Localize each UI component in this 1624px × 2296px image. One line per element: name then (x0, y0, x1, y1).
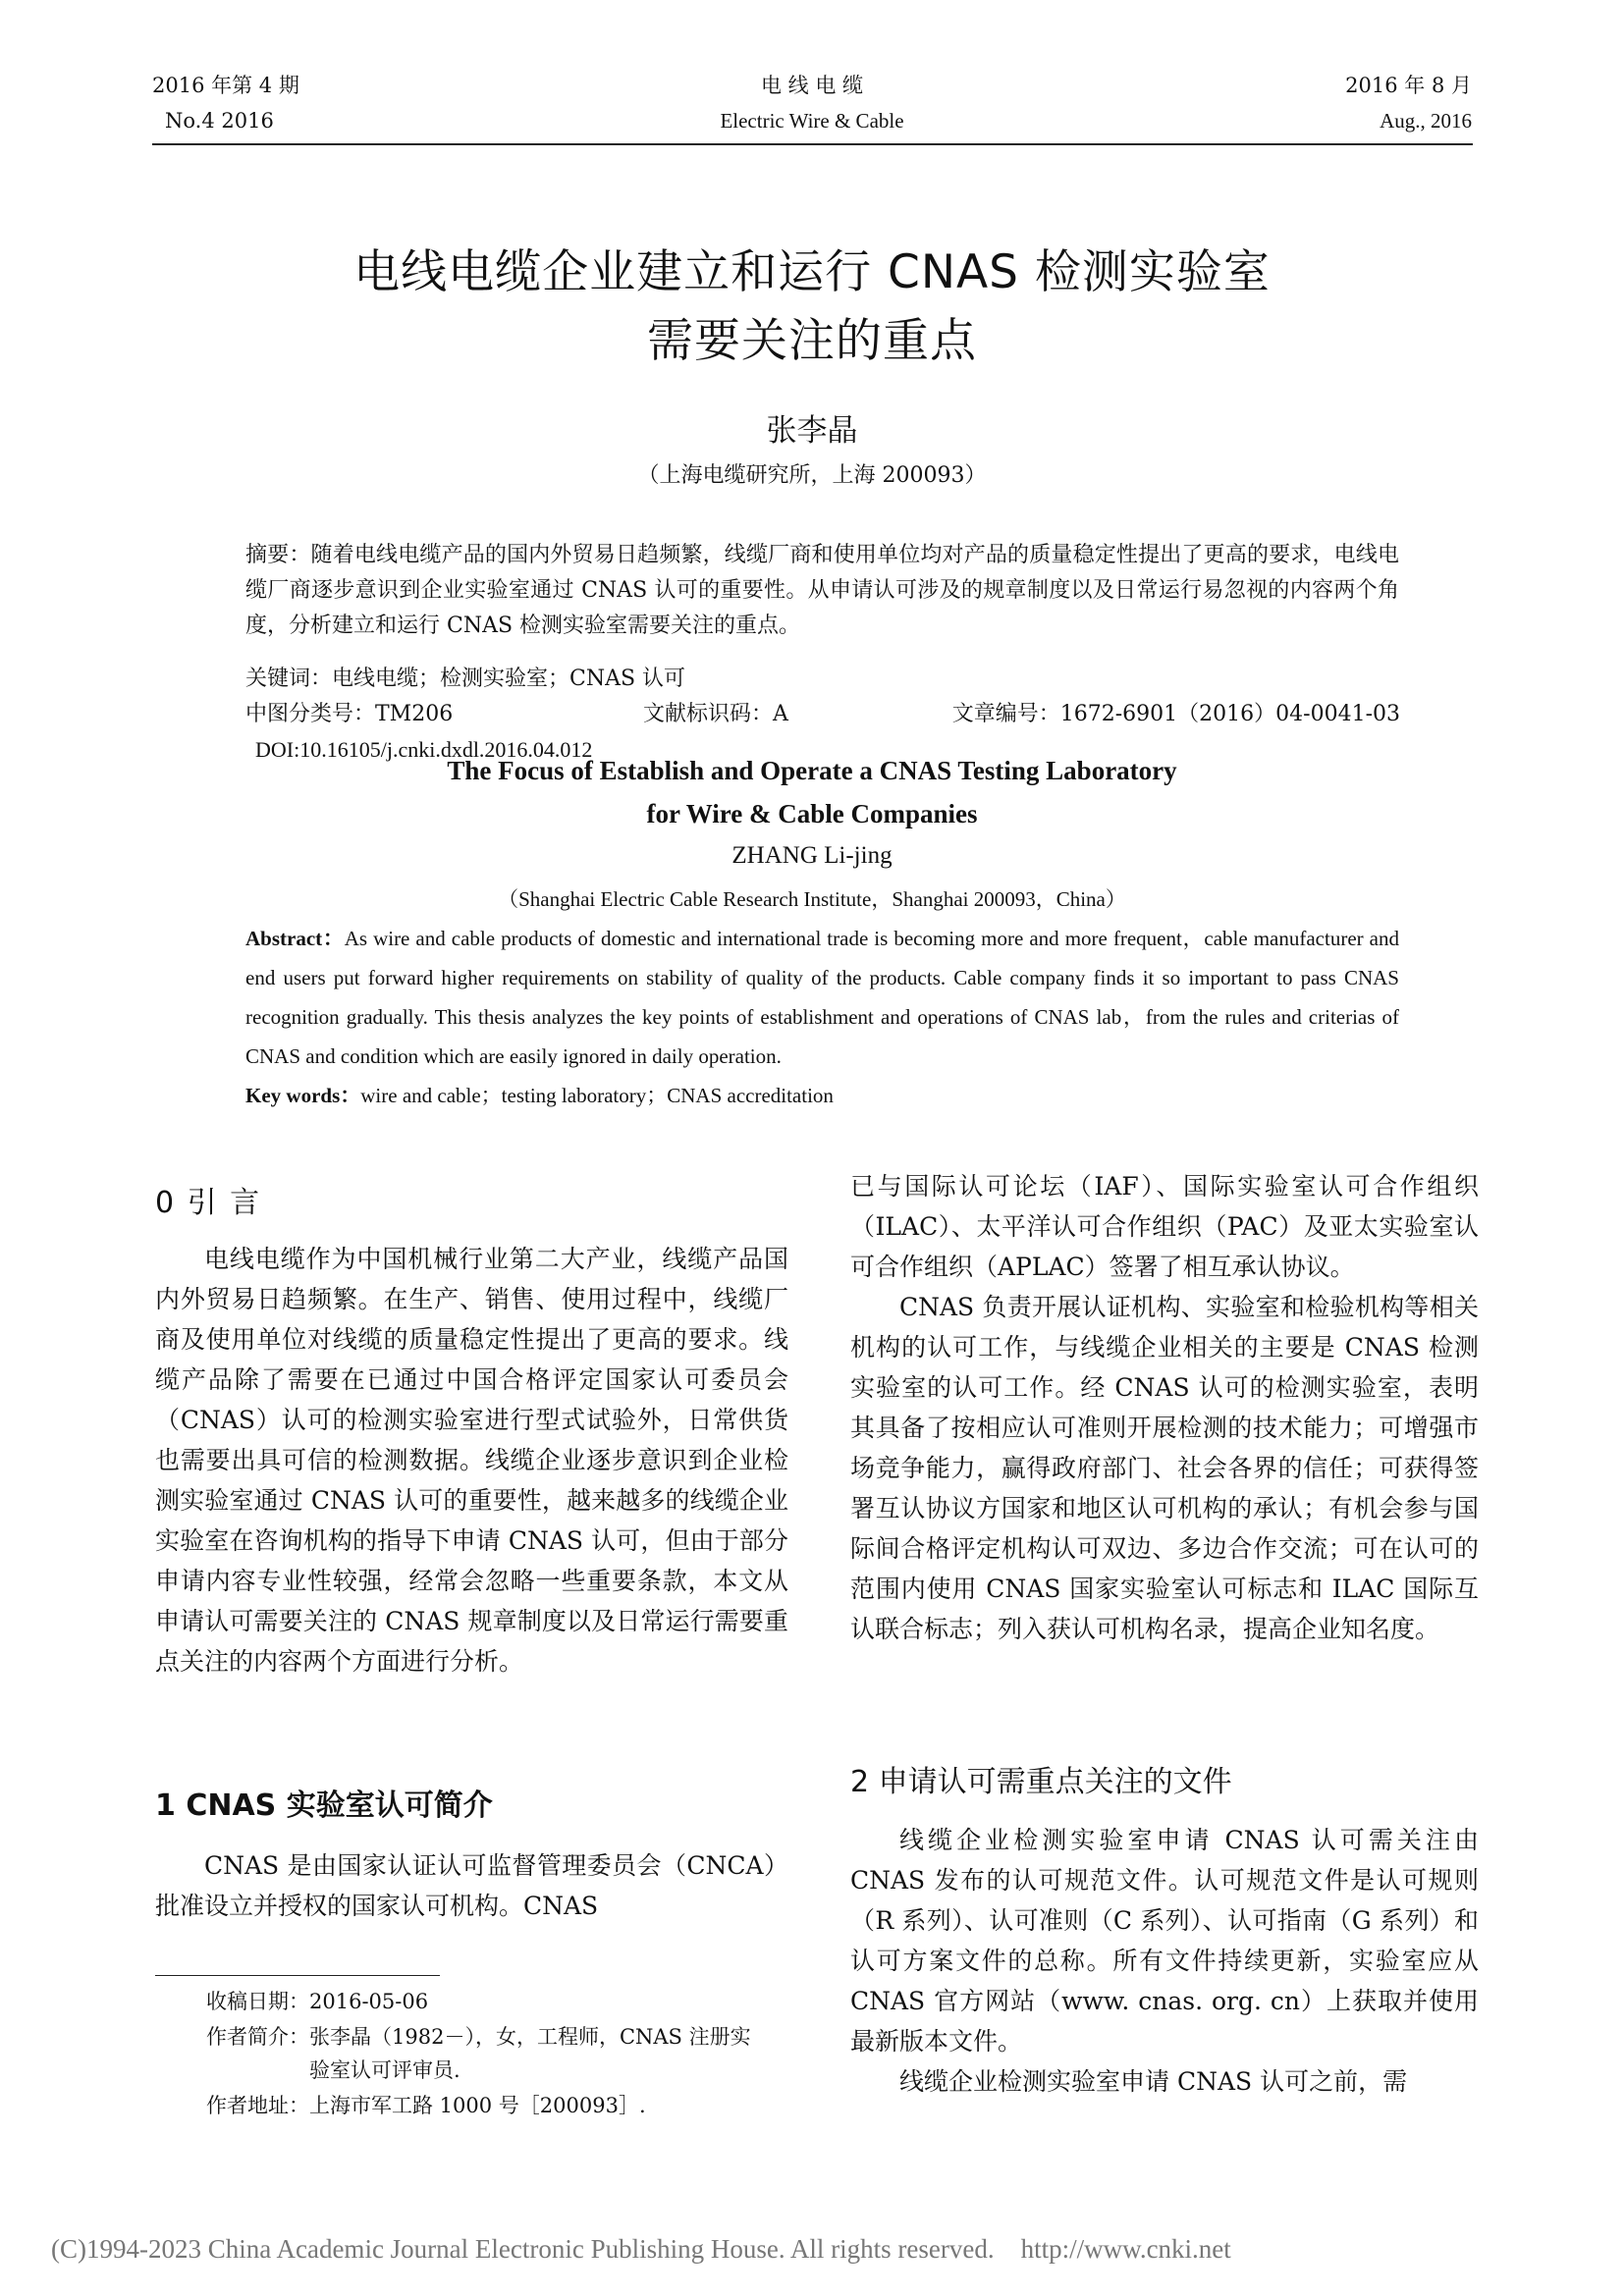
abstract-cn (245, 538, 1399, 644)
clc-number: 中图分类号：TM206 (245, 702, 454, 726)
section-2-heading: 2 申请认可需重点关注的文件 (850, 1765, 1232, 1799)
section-1-heading: 1 CNAS 实验室认可简介 (155, 1789, 493, 1823)
header-issue-en: No.4 2016 (165, 109, 274, 133)
doi: DOI:10.16105/j.cnki.dxdl.2016.04.012 (255, 737, 593, 762)
section-1-paragraph-cont: 已与国际认可论坛（IAF）、国际实验室认可合作组织（ILAC）、太平洋认可合作组织（PAC）及亚太实验室认可合作组织（APLAC）签署了相互承认协议。 (850, 1172, 1479, 1281)
section-2-paragraph-2: 线缆企业检测实验室申请 CNAS 认可之前，需 (899, 2067, 1408, 2096)
section-1-body-start (155, 1845, 788, 1926)
footnote-rule (155, 1975, 440, 1976)
section-0-paragraph: 电线电缆作为中国机械行业第二大产业，线缆产品国内外贸易日趋频繁。在生产、销售、使用过程中，线缆厂商及使用单位对线缆的质量稳定性提出了更高的要求。线缆产品除了需要在已通过中国合格评定国家认可委员会（CNAS）认可的检测实验室进行型式试验外，日常供货也需要出具可信的检测数据。线缆企业逐步意识到企业检测实验室通过 CNAS 认可的重要性，越来越多的线缆企业实验室在咨询机构的指导下申请 CNAS 认可，但由于部分申请内容专业性较强，经常会忽略一些重要条款，本文从申请认可需要关注的 CNAS 规章制度以及日常运行需要重点关注的内容两个方面进行分析。 (155, 1245, 788, 1676)
title-en-line2: for Wire & Cable Companies (646, 799, 978, 828)
title-en-line1: The Focus of Establish and Operate a CNAS Testing Laboratory (447, 756, 1177, 785)
footnote-bio-line2: 验室认可评审员. (309, 2058, 460, 2082)
doc-code: 文献标识码：A (643, 702, 788, 726)
author-cn: 张李晶 (766, 413, 858, 449)
header-rule (152, 143, 1473, 145)
affiliation-en: （Shanghai Electric Cable Research Institute，Shanghai 200093，China） (498, 887, 1126, 911)
abstract-en-label: Abstract： (245, 927, 345, 950)
header-date-cn: 2016 年 8 月 (1345, 74, 1472, 97)
section-1-paragraph-start: CNAS 是由国家认证认可监督管理委员会（CNCA）批准设立并授权的国家认可机构。CNAS (155, 1851, 788, 1920)
section-2-paragraph-1: 线缆企业检测实验室申请 CNAS 认可需关注由 CNAS 发布的认可规范文件。认可规范文件是认可规则（R 系列）、认可准则（C 系列）、认可指南（G 系列）和认可方案文件的总称。所有文件持续更新，实验室应从 CNAS 官方网站（www. cnas. org. cn）上获取并使用最新版本文件。 (850, 1826, 1479, 2056)
title-cn-line1: 电线电缆企业建立和运行 CNAS 检测实验室 (353, 245, 1271, 299)
author-en: ZHANG Li-jing (731, 842, 893, 869)
header-issue-cn: 2016 年第 4 期 (152, 74, 299, 97)
header-date-en: Aug., 2016 (1380, 109, 1472, 133)
title-cn-line2: 需要关注的重点 (647, 314, 977, 368)
footnote-received: 收稿日期：2016-05-06 (206, 1990, 429, 2013)
footnote-bio-label: 作者简介： (206, 2025, 309, 2049)
affiliation-cn: （上海电缆研究所，上海 200093） (637, 463, 987, 488)
header-journal-cn: 电 线 电 缆 (760, 74, 864, 97)
header-journal-en: Electric Wire & Cable (720, 109, 904, 133)
right-column (850, 1166, 1479, 1649)
section-2-body (850, 1820, 1479, 2102)
keywords-en-label: Key words： (245, 1084, 361, 1107)
section-0-heading: 0 引 言 (155, 1186, 262, 1220)
section-0-body (155, 1239, 788, 1682)
footnote-bio-line1: 张李晶（1982－），女，工程师，CNAS 注册实 (309, 2025, 751, 2049)
keywords-en-text: wire and cable；testing laboratory；CNAS accreditation (360, 1084, 834, 1107)
abstract-cn-text: 随着电线电缆产品的国内外贸易日趋频繁，线缆厂商和使用单位均对产品的质量稳定性提出了更高的要求，电线电缆厂商逐步意识到企业实验室通过 CNAS 认可的重要性。从申请认可涉及的规章制度以及日常运行易忽视的内容两个角度，分析建立和运行 CNAS 检测实验室需要关注的重点。 (245, 543, 1399, 638)
abstract-cn-label: 摘要： (245, 543, 311, 567)
keywords-en (245, 1076, 1399, 1115)
footnote-bio (206, 2020, 751, 2054)
article-number: 文章编号：1672-6901（2016）04-0041-03 (951, 702, 1400, 726)
section-1-paragraph-2: CNAS 负责开展认证机构、实验室和检验机构等相关机构的认可工作，与线缆企业相关的主要是 CNAS 检测实验室的认可工作。经 CNAS 认可的检测实验室，表明其具备了按相应认可准则开展检测的技术能力；可增强市场竞争能力，赢得政府部门、社会各界的信任；可获得签署互认协议方国家和地区认可机构的承认；有机会参与国际间合格评定机构认可双边、多边合作交流；可在认可的范围内使用 CNAS 国家实验室认可标志和 ILAC 国际互认联合标志；列入获认可机构名录，提高企业知名度。 (850, 1293, 1479, 1643)
abstract-en-text: As wire and cable products of domestic and international trade is becoming more and more frequent，cable manufacturer and end users put forward higher requirements on stability of quality of the products. Cable company finds it so important to pass CNAS recognition gradually. This thesis analyzes the key points of establishment and operations of CNAS lab，from the rules and criterias of CNAS and condition which are easily ignored in daily operation. (245, 927, 1399, 1068)
abstract-en (245, 919, 1399, 1076)
footnote-address: 作者地址：上海市军工路 1000 号［200093］. (206, 2094, 646, 2117)
keywords-cn: 关键词：电线电缆；检测实验室；CNAS 认可 (245, 667, 686, 691)
copyright-footer: (C)1994-2023 China Academic Journal Electronic Publishing House. All rights reserved. http://www.cnki.net (51, 2234, 1231, 2264)
